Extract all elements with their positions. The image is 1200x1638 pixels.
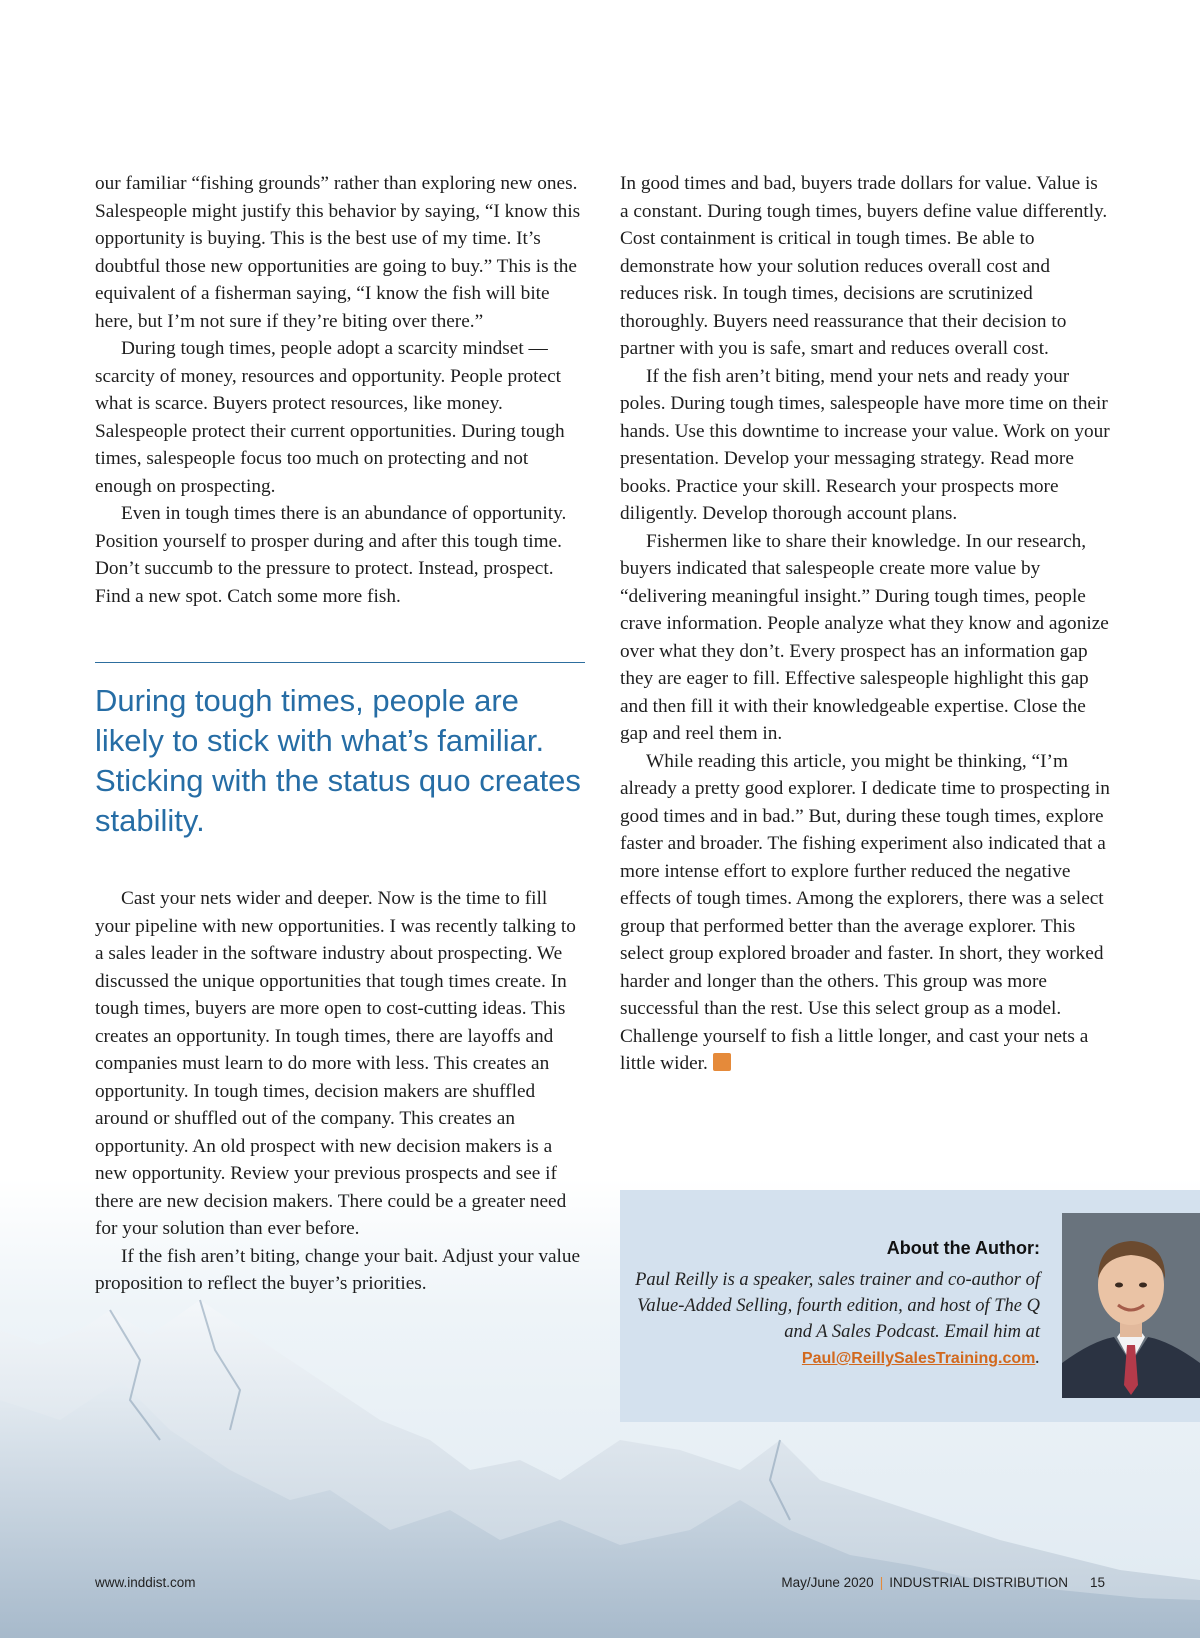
author-heading: About the Author: bbox=[886, 1238, 1040, 1258]
author-bio: Paul Reilly is a speaker, sales trainer and co-author of Value-Added Selling, fourth edition, and host of The Q and A Sales Podcast. Email him at Paul@ReillySalesTraining.com. bbox=[635, 1270, 1040, 1368]
footer-separator: | bbox=[879, 1575, 884, 1590]
article-paragraph: Even in tough times there is an abundance of opportunity. Position yourself to prosper during and after this tough time. Don’t succumb to the pressure to protect. Instead, prospect. Find a new spot. Catch some more fish. bbox=[95, 503, 567, 607]
footer-website: www.inddist.com bbox=[95, 1575, 196, 1590]
article-paragraph: Fishermen like to share their knowledge. In our research, buyers indicated that salespeople create more value by “delivering meaningful insight.” During tough times, people crave information. People analyze what they know and agonize over what they don’t. Every prospect has an information gap they are eager to fill. Effective salespeople highlight this gap and then fill it with their knowledgeable expertise. Close the gap and reel them in. bbox=[620, 530, 1109, 744]
page-number: 15 bbox=[1089, 1575, 1105, 1590]
author-portrait-image bbox=[1062, 1213, 1200, 1398]
left-column bbox=[95, 170, 585, 1298]
author-bio-text: Paul Reilly is a speaker, sales trainer and co-author of Value-Added Selling, fourth edition, and host of The Q and A Sales Podcast. Email him at bbox=[635, 1270, 1040, 1342]
author-email-link[interactable]: Paul@ReillySalesTraining.com bbox=[801, 1350, 1036, 1367]
footer-issue: May/June 2020 bbox=[781, 1575, 874, 1590]
author-text bbox=[620, 1238, 1040, 1372]
article-paragraph-final bbox=[620, 748, 1110, 1078]
article-paragraph: If the fish aren’t biting, change your bait. Adjust your value proposition to reflect the buyer’s priorities. bbox=[95, 1245, 581, 1294]
article-paragraph: Cast your nets wider and deeper. Now is the time to fill your pipeline with new opportunities. I was recently talking to a sales leader in the software industry about prospecting. We discussed the unique opportunities that tough times create. In tough times, buyers are more open to cost-cutting ideas. This creates an opportunity. In tough times, there are layoffs and companies must learn to do more with less. This creates an opportunity. In tough times, decision makers are shuffled around or shuffled out of the company. This creates an opportunity. An old prospect with new decision makers is a new opportunity. Review your previous prospects and see if there are new decision makers. There could be a greater need for your solution than ever before. bbox=[95, 888, 576, 1239]
footer-publication: INDUSTRIAL DISTRIBUTION bbox=[889, 1575, 1068, 1590]
author-photo bbox=[1062, 1213, 1200, 1398]
right-column bbox=[620, 170, 1110, 1078]
about-author-box bbox=[620, 1190, 1200, 1422]
footer-issue-info bbox=[781, 1575, 1105, 1590]
pull-quote-divider bbox=[95, 662, 585, 663]
article-paragraph: If the fish aren’t biting, mend your nets and ready your poles. During tough times, salespeople have more time on their hands. Use this downtime to increase your value. Work on your presentation. Develop your messaging strategy. Read more books. Practice your skill. Research your prospects more diligently. Develop thorough account plans. bbox=[620, 365, 1110, 524]
end-of-article-icon: ID bbox=[713, 1053, 731, 1071]
pull-quote: During tough times, people are likely to stick with what’s familiar. Sticking with the status quo creates stability. bbox=[95, 683, 581, 838]
article-paragraph: our familiar “fishing grounds” rather than exploring new ones. Salespeople might justify this behavior by saying, “I know this opportunity is buying. This is the best use of my time. It’s doubtful those new opportunities are going to buy.” This is the equivalent of a fisherman saying, “I know the fish will bite here, but I’m not sure if they’re biting over there.” bbox=[95, 173, 581, 332]
article-paragraph: In good times and bad, buyers trade dollars for value. Value is a constant. During tough times, buyers define value differently. Cost containment is critical in tough times. Be able to demonstrate how your solution reduces overall cost and reduces risk. In tough times, decisions are scrutinized thoroughly. Buyers need reassurance that their decision to partner with you is safe, smart and reduces overall cost. bbox=[620, 173, 1108, 359]
article-paragraph-text: While reading this article, you might be thinking, “I’m already a pretty good explorer. I dedicate time to prospecting in good times and in bad.” But, during these tough times, explore faster and broader. The fishing experiment also indicated that a more intense effort to explore further reduced the negative effects of tough times. Among the explorers, there was a select group that performed better than the average explorer. This select group explored broader and faster. In short, they worked harder and longer than the others. This group was more successful than the rest. Use this select group as a model. Challenge yourself to fish a little longer, and cast your nets a little wider. bbox=[620, 750, 1110, 1074]
article-paragraph: During tough times, people adopt a scarcity mindset — scarcity of money, resources and opportunity. People protect what is scarce. Buyers protect resources, like money. Salespeople protect their current opportunities. During tough times, salespeople focus too much on protecting and not enough on prospecting. bbox=[95, 338, 565, 497]
